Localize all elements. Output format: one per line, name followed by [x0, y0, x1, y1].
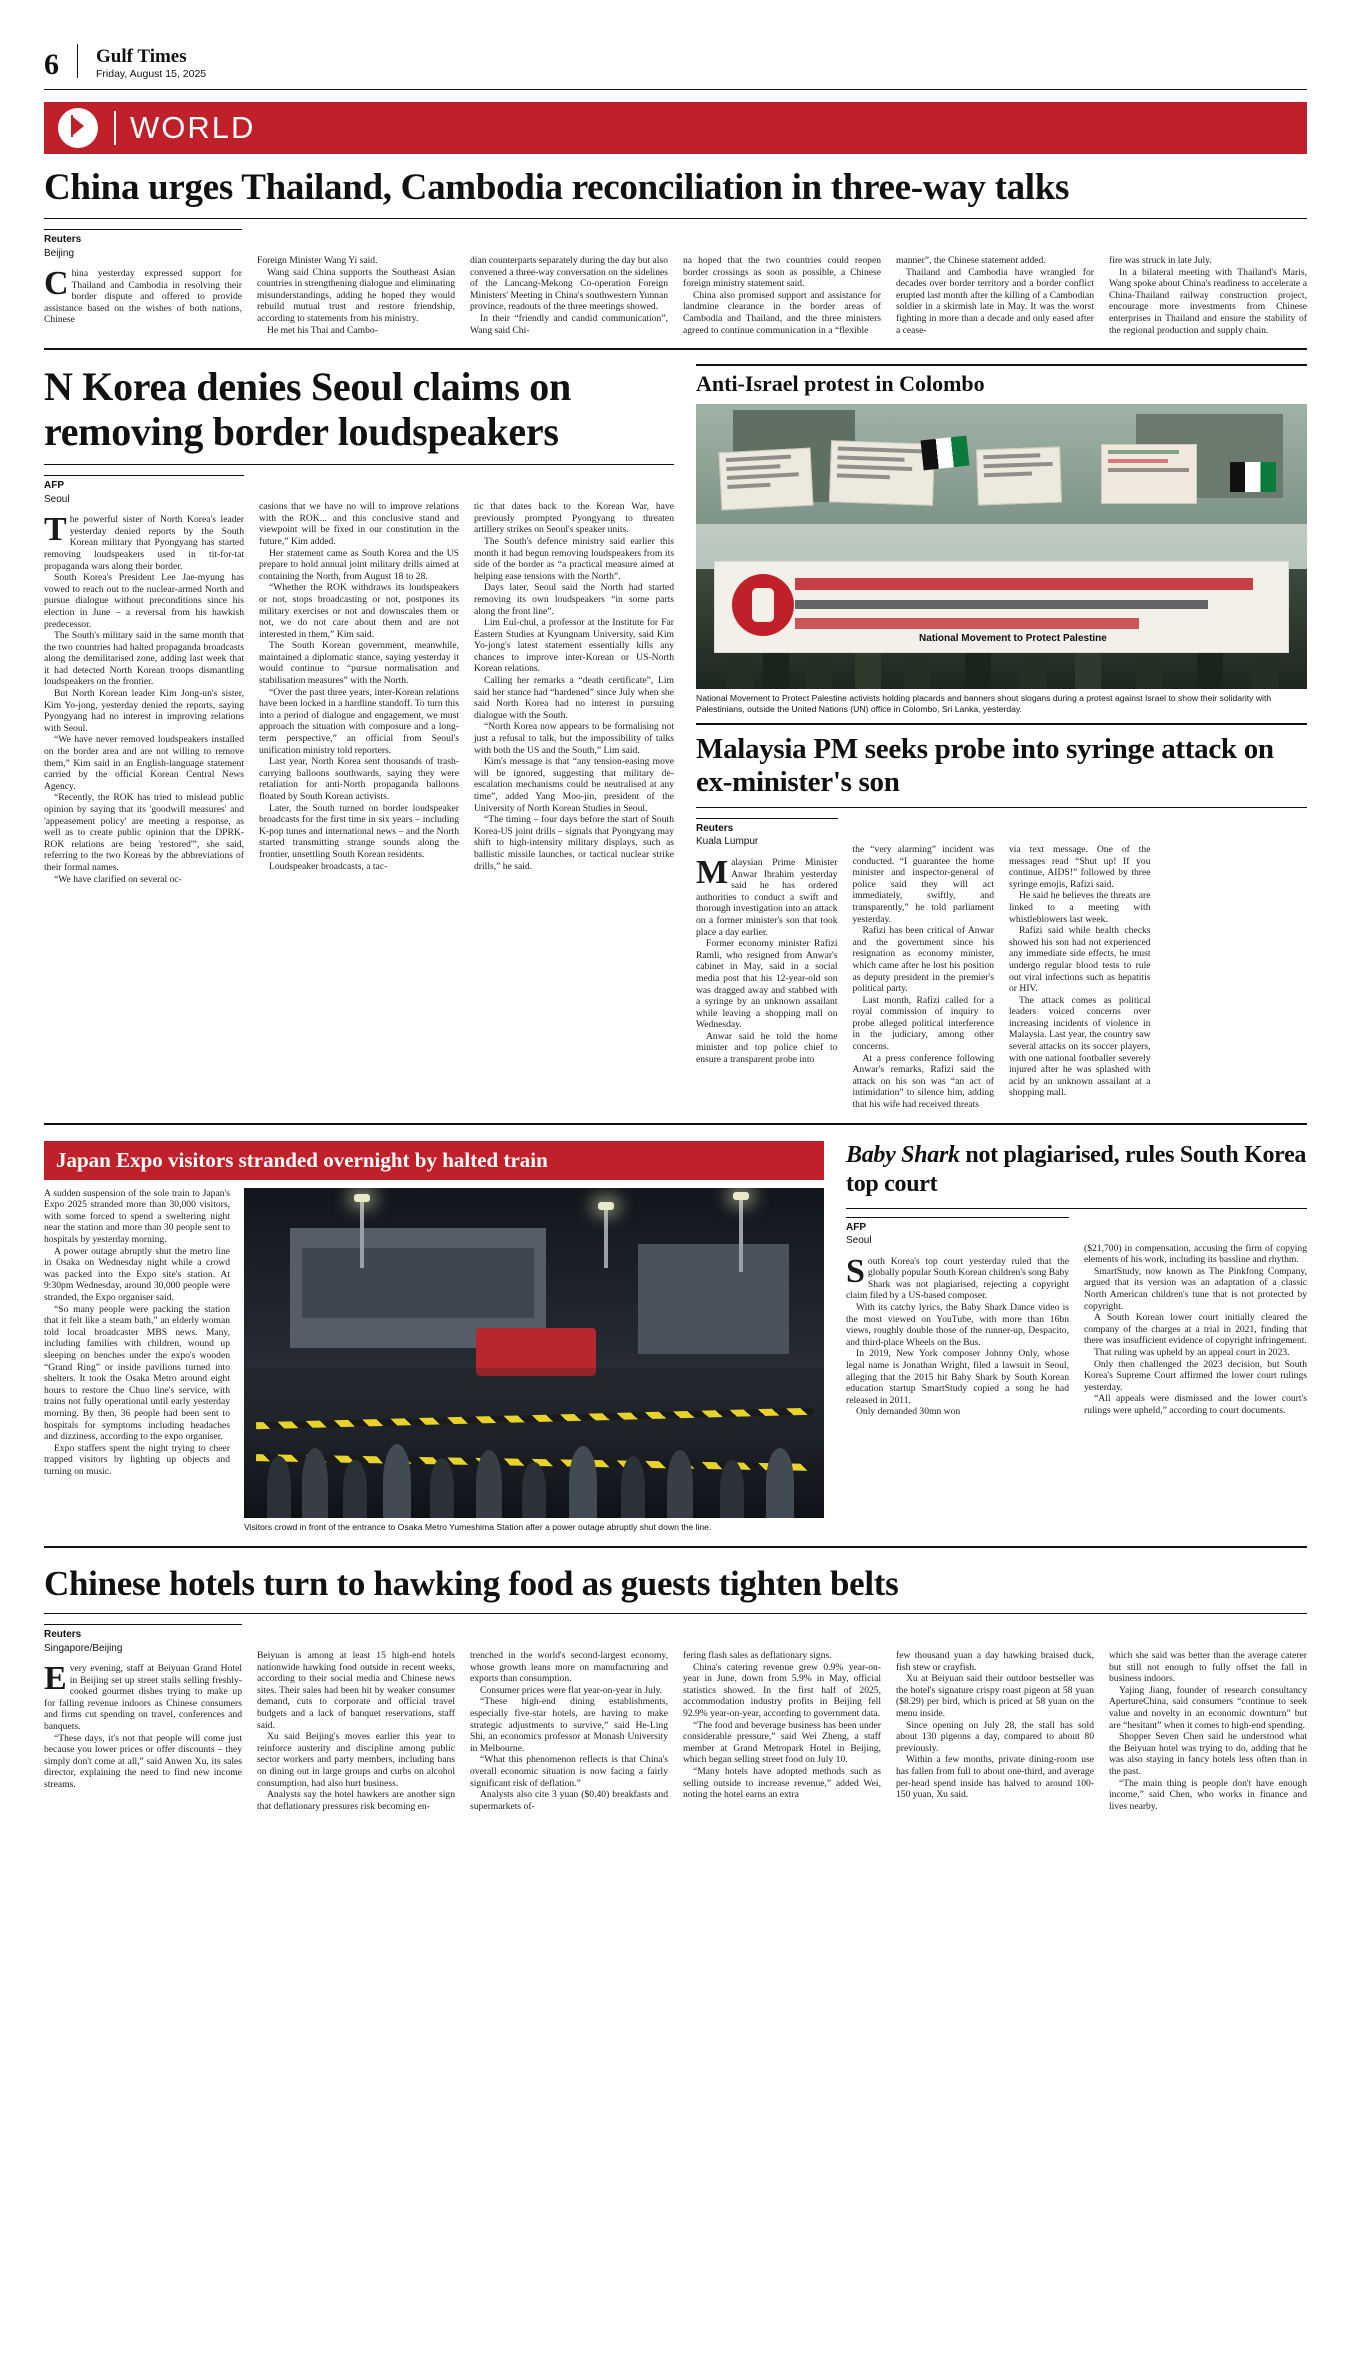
- byline-location: Beijing: [44, 247, 75, 259]
- paragraph: At a press conference following Anwar's remarks, Rafizi said the attack on his son was “an act of intimidation” to silence him, adding that his wife had received threats: [852, 1052, 994, 1111]
- paragraph: tic that dates back to the Korean War, have previously prompted Pyongyang to threaten artillery strikes on Seoul's speaker units.: [474, 501, 674, 536]
- paragraph: “The timing – four days before the start of South Korea-US joint drills – signals that Pyongyang may shift to high-intensity military displays, such as ballistic missile launches, or tactical nuclear strike drills,” he said.: [474, 814, 674, 872]
- headline: China urges Thailand, Cambodia reconciliation in three-way talks: [44, 167, 1070, 208]
- photo-caption: National Movement to Protect Palestine activists holding placards and banners shout slogans during a protest against Israel to show their solidarity with Palestinians, outside the United Nations (UN) office in Colombo, Sri Lanka, yesterday.: [696, 693, 1272, 714]
- paragraph: China also promised support and assistance for landmine clearance in the border areas of Cambodia and Thailand, and the three ministers agreed to continue communication in a “flexible: [683, 289, 881, 336]
- paragraph: ($21,700) in compensation, accusing the firm of copying elements of his work, including its bassline and rhythm.: [1084, 1242, 1307, 1266]
- paragraph: “North Korea now appears to be formalising not just a refusal to talk, but the impossibility of talks with both the US and the South,” Lim said.: [474, 721, 674, 756]
- lower-band: [44, 1141, 1307, 1532]
- paragraph: fering flash sales as deflationary signs.: [683, 1650, 832, 1662]
- paragraph: Last month, Rafizi called for a royal commission of inquiry to probe alleged political interference in the judiciary, among other concerns.: [852, 994, 994, 1053]
- photo-package-title: Anti-Israel protest in Colombo: [696, 371, 985, 397]
- column: [470, 229, 668, 336]
- column: [1109, 1624, 1307, 1812]
- column: [474, 475, 674, 885]
- section-title: WORLD: [130, 110, 256, 145]
- paragraph: Thailand and Cambodia have wrangled for decades over border territory and a border conflict erupted last month after the killing of a Cambodian soldier in a skirmish late in May. It was the worst fighting in more than a decade and only eased after a cease-: [896, 266, 1094, 336]
- right-column: [696, 364, 1307, 1110]
- article-chinese-hotels: [44, 1564, 1307, 1812]
- byline-location: Kuala Lumpur: [696, 836, 759, 848]
- paragraph: Shopper Seven Chen said he understood what the Beiyuan hotel was trying to do, adding that he was also staying in fancy hotels less often than in the past.: [1109, 1731, 1307, 1777]
- masthead-divider: [77, 44, 78, 78]
- paragraph: Her statement came as South Korea and the US prepare to hold annual joint military drills aimed at containing the North, from August 18 to 28.: [259, 547, 459, 582]
- headline: [846, 1141, 1307, 1199]
- headline-rule: [44, 218, 1307, 219]
- column: [853, 818, 995, 1111]
- article-columns: [44, 1188, 824, 1532]
- paragraph: the “very alarming” incident was conducted. “I guarantee the home minister and inspector-general of police said they will act immediately, swiftly, and transparently,” he told parliament yesterday.: [852, 843, 994, 925]
- photo-caption: Visitors crowd in front of the entrance to Osaka Metro Yumeshima Station after a power outage abruptly shut down the line.: [244, 1521, 712, 1532]
- paragraph: Kim's message is that “any tension-easing move will be ignored, suggesting that military de-escalation mechanisms could be neutralised at any time”, added Yang Moo-jin, president of the University of North Korean Studies in Seoul.: [474, 756, 674, 814]
- byline-source: AFP: [44, 480, 64, 492]
- column: [683, 229, 881, 336]
- paragraph: In 2019, New York composer Johnny Only, whose legal name is Jonathan Wright, filed a lawsuit in Seoul, alleging that the 2015 hit Baby Shark by South Korean education startup SmartStudy copied a song he had released in 2011.: [846, 1348, 1069, 1406]
- article-malaysia-syringe: [696, 733, 1307, 1111]
- column: [1084, 1217, 1307, 1418]
- article-columns: [44, 229, 1307, 336]
- photo-expo-station: [244, 1188, 824, 1518]
- headline-rule: [846, 1208, 1307, 1209]
- paragraph: Loudspeaker broadcasts, a tac-: [269, 860, 388, 872]
- paragraph: China's catering revenue grew 0.9% year-on-year in June, down from 5.9% in May, official statistics showed. In the first half of 2025, accommodation industry profits in Beijing fell 92.9% year-on-year, according to government data.: [683, 1661, 881, 1719]
- paragraph: But North Korean leader Kim Jong-un's sister, Kim Yo-jong, yesterday denied the reports, saying Pyongyang had no interest in improving relations with Seoul.: [44, 688, 244, 734]
- paragraph: “The main thing is people don't have enough income,” said Chen, who works in finance and lives nearby.: [1109, 1777, 1307, 1812]
- paragraph: na hoped that the two countries could reopen border crossings as soon as possible, a Chinese foreign ministry statement said.: [683, 255, 881, 290]
- photo-rule-top: [696, 364, 1307, 366]
- paragraph: manner”, the Chinese statement added.: [896, 255, 1046, 266]
- section-rule: [44, 1546, 1307, 1548]
- article-columns: [846, 1217, 1307, 1418]
- byline-source: Reuters: [696, 822, 734, 834]
- paragraph: Only then challenged the 2023 decision, but South Korea's Supreme Court affirmed the lower court rulings yesterday.: [1084, 1358, 1307, 1393]
- paragraph: Since opening on July 28, the stall has sold about 130 pigeons a day, compared to about 80 previously.: [896, 1719, 1094, 1754]
- paragraph: Rafizi said while health checks showed his son had not experienced any immediate side effects, he must undergo regular blood tests to rule out viral infections such as hepatitis or HIV.: [1009, 925, 1151, 995]
- article-baby-shark: [846, 1141, 1307, 1532]
- headline: Chinese hotels turn to hawking food as guests tighten belts: [44, 1564, 899, 1604]
- paragraph: Calling her remarks a “death certificate”, Lim said her stance had “hardened” since July when she said North Korea had no interest in pursuing dialogue with the South.: [474, 675, 674, 721]
- masthead-rule: [44, 89, 1307, 90]
- headline-title-italic: Baby Shark: [846, 1141, 960, 1168]
- paragraph: In a bilateral meeting with Thailand's Maris, Wang spoke about China's readiness to accelerate a China-Thailand railway construction project, encourage more investments from Chinese enterprises in Thailand and ensure the stability of the regional production and supply chain.: [1109, 266, 1307, 336]
- dhow-logo-icon: [58, 108, 98, 148]
- headline-rule: [696, 807, 1307, 808]
- column: [896, 229, 1094, 336]
- byline: [44, 475, 244, 506]
- paragraph: Later, the South turned on border loudspeaker broadcasts for the first time in six years – including K-pop tunes and international news – and the North started transmitting strange sounds along the frontier, unsettling South Korean residents.: [259, 802, 459, 860]
- paragraph: The attack comes as political leaders voiced concerns over increasing incidents of violence in Malaysia. Last year, the country saw several attacks on its soccer players, with one national footballer severely injured after he was splashed with acid by an unknown assailant at a shopping mall.: [1009, 994, 1151, 1099]
- byline: [44, 229, 242, 260]
- paragraph: In their “friendly and candid communication”, Wang said Chi-: [470, 312, 668, 336]
- article-columns: [44, 1624, 1307, 1812]
- article-japan-expo: [44, 1141, 824, 1532]
- byline-location: Singapore/Beijing: [44, 1642, 123, 1654]
- paragraph: Analysts say the hotel hawkers are another sign that deflationary pressures risk becoming en-: [257, 1789, 455, 1812]
- paragraph: Rafizi has been critical of Anwar and the government since his resignation as economy minister, which came after he lost his position as deputy president in the premier's political party.: [852, 925, 994, 995]
- byline: [846, 1217, 1069, 1248]
- headline-rule: [44, 464, 674, 465]
- paragraph: “Whether the ROK withdraws its loudspeakers or not, stops broadcasting or not, postpones its military exercises or not and downscales them or not, we do not care about them and are not interested in them,” Kim said.: [259, 582, 459, 640]
- paragraph: “Recently, the ROK has tried to mislead public opinion by saying that its 'goodwill measures' and 'appeasement policy' are meeting a response, as well as to create public opinion that the DPRK-ROK relations are being 'restored'”, she said, referring to the two Koreas by the abbreviations of their formal names.: [44, 792, 244, 873]
- paragraph: South Korea's President Lee Jae-myung has vowed to reach out to the nuclear-armed North and pursue dialogue without preconditions since his election in June – a reversal from his hawkish predecessor.: [44, 572, 244, 630]
- column: [896, 1624, 1094, 1812]
- paragraph: Wang said China supports the Southeast Asian countries in strengthening dialogue and eliminating misunderstandings, adding he hoped they would rebuild mutual trust and restore friendship, according to statements from his ministry.: [257, 266, 455, 324]
- section-rule: [44, 1123, 1307, 1125]
- paragraph: few thousand yuan a day hawking braised duck, fish stew or crayfish.: [896, 1650, 1094, 1673]
- headline: Japan Expo visitors stranded overnight by halted train: [44, 1141, 824, 1180]
- paragraph: Only demanded 30mn won: [856, 1406, 961, 1418]
- paragraph: “The food and beverage business has been under considerable pressure,” said Wei Zheng, a staff member at Grand Metropark Hotel in Beijing, which began selling street food on July 10.: [683, 1719, 881, 1766]
- paragraph: With its catchy lyrics, the Baby Shark Dance video is the most viewed on YouTube, with more than 16bn views, roughly double those of the runner-up, Despacito, and third-place Wheels on the Bus.: [846, 1302, 1069, 1348]
- paragraph: A power outage abruptly shut the metro line in Osaka on Wednesday night while a crowd was packed into the Expo site's station. At 9:30pm Wednesday, around 30,000 people were stranded, the Expo organiser said.: [44, 1245, 230, 1303]
- paragraph: Former economy minister Rafizi Ramli, who resigned from Anwar's cabinet in May, said in a social media post that his 12-year-old son was dragged away and stabbed with a syringe by an unknown assailant while leaving a shopping mall on Wednesday.: [696, 938, 838, 1031]
- page-number: 6: [44, 48, 59, 81]
- paragraph: Lim Eul-chul, a professor at the Institute for Far Eastern Studies at Kyungnam University, said Kim Yo-jong's latest statement essentially kills any chances to improve inter-Korean or US-North Korean relations.: [474, 617, 674, 675]
- paragraph: dian counterparts separately during the day but also convened a three-way conversation on the sidelines of the Lancang-Mekong Co-operation Foreign Ministers' Meeting in China's southwestern Yunnan province, readouts of the three meetings showed.: [470, 255, 668, 313]
- protest-banner-text: National Movement to Protect Palestine: [919, 633, 1107, 645]
- paragraph: Xu said Beijing's moves earlier this year to reinforce austerity and discipline among public sector workers and party members, including bans on dining out in large groups and curbs on alcohol consumption, had also hurt business.: [257, 1731, 455, 1789]
- paragraph: Consumer prices were flat year-on-year in July.: [480, 1684, 663, 1696]
- column: [1109, 229, 1307, 336]
- article-columns: [44, 475, 674, 885]
- banner-divider: [114, 111, 116, 145]
- paragraph: He met his Thai and Cambo-: [267, 324, 378, 336]
- paragraph: Beiyuan is among at least 15 high-end hotels nationwide hawking food outside in recent weeks, according to their social media and Chinese news sites. Their sales had been hit by weaker consumer demand, cuts to corporate and official travel budgets and a lack of banquet reservations, staff said.: [257, 1650, 455, 1731]
- paragraph: “What this phenomenon reflects is that China's overall economic situation is now facing a fairly significant risk of deflation.”: [470, 1754, 668, 1789]
- protest-banner: [714, 561, 1288, 653]
- paragraph: Foreign Minister Wang Yi said.: [257, 255, 378, 266]
- byline-source: AFP: [846, 1221, 866, 1233]
- paragraph: Days later, Seoul said the North had started removing its own loudspeakers “in some parts along the front line”.: [474, 582, 674, 617]
- paragraph: Every evening, staff at Beiyuan Grand Hotel in Beijing set up street stalls selling freshly-cooked gourmet dishes trying to make up for falling revenue indoors as Chinese consumers and firms cut spending on travel, conferences and banquets.: [44, 1660, 242, 1732]
- paragraph: “We have clarified on several oc-: [54, 873, 182, 885]
- paragraph: A South Korean lower court initially cleared the company of the charges at a trial in 2021, finding that there was insufficient evidence of copyright infringement.: [1084, 1312, 1307, 1347]
- paragraph: casions that we have no will to improve relations with the ROK... and this conclusive stand and viewpoint will be fixed in our constitution in the future,” Kim added.: [259, 501, 459, 547]
- byline-source: Reuters: [44, 1629, 82, 1641]
- paragraph: Xu at Beiyuan said their outdoor bestseller was the hotel's signature crispy roast pigeon at 58 yuan ($8.29) per bird, which is priced at 58 yuan on the menu inside.: [896, 1673, 1094, 1719]
- headline-rule: [44, 1613, 1307, 1614]
- column: [470, 1624, 668, 1812]
- paragraph: “All appeals were dismissed and the lower court's rulings were upheld,” according to court documents.: [1084, 1393, 1307, 1416]
- column: [683, 1624, 881, 1812]
- article-china-thailand-cambodia: [44, 168, 1307, 336]
- paragraph: The powerful sister of North Korea's leader yesterday denied reports by the South Korean military that Pyongyang has started removing loudspeakers used in tit-for-tat propaganda wars along their border.: [44, 511, 244, 572]
- column: [257, 1624, 455, 1812]
- column: [1009, 818, 1151, 1111]
- paragraph: South Korea's top court yesterday ruled that the globally popular South Korean children's song Baby Shark was not plagiarised, rejecting a copyright claim filed by a US-based composer.: [846, 1252, 1069, 1302]
- byline: [44, 1624, 242, 1655]
- paragraph: “So many people were packing the station that it felt like a steam bath,” an elderly woman told local broadcaster MBS news. Many, including families with children, wound up sleeping on benches under the expo's wooden “Grand Ring” or inside pavilions turned into shelters. It took the Osaka Metro around eight hours to restore the Chuo line's service, with trains not fully operational until early yesterday morning. By then, 36 people had been sent to hospitals for symptoms including headaches and dizziness, according to the expo organiser.: [44, 1303, 230, 1443]
- headline: N Korea denies Seoul claims on removing border loudspeakers: [44, 364, 571, 455]
- column: [1166, 818, 1308, 1111]
- paragraph: That ruling was upheld by an appeal court in 2023.: [1094, 1346, 1290, 1358]
- paragraph: Expo staffers spent the night trying to cheer trapped visitors by lighting up objects and turning on music.: [44, 1442, 230, 1477]
- paragraph: which she said was better than the average caterer but still not enough to fully offset the fall in business indoors.: [1109, 1650, 1307, 1685]
- headline: Malaysia PM seeks probe into syringe attack on ex-minister's son: [696, 732, 1274, 798]
- paragraph: SmartStudy, now known as The Pinkfong Company, argued that its version was an adaptation of a classic North American children's tune that is not protected by copyright.: [1084, 1265, 1307, 1312]
- paragraph: He said he believes the threats are linked to a meeting with whistleblowers last week.: [1009, 890, 1151, 925]
- paragraph: A sudden suspension of the sole train to Japan's Expo 2025 stranded more than 30,000 visitors, with some forced to spend a sweltering night near the station and more than 30 people sent to hospitals by yesterday morning.: [44, 1187, 230, 1245]
- paragraph: fire was struck in late July.: [1109, 255, 1212, 266]
- column: [257, 229, 455, 336]
- column: [259, 475, 459, 885]
- byline-location: Seoul: [846, 1235, 872, 1247]
- fist-icon: [732, 574, 794, 636]
- byline-source: Reuters: [44, 234, 82, 245]
- article-rule: [696, 723, 1307, 725]
- paragraph: Within a few months, private dining-room use has fallen from full to about one-third, and average per-head spend inside has halved to around 100-150 yuan, Xu said.: [896, 1754, 1094, 1801]
- paragraph: “We have never removed loudspeakers installed on the border area and are not willing to remove them,” Kim said in an English-language statement carried by the official Korean Central News Agency.: [44, 734, 244, 792]
- paragraph: Yajing Jiang, founder of research consultancy ApertureChina, said consumers “continue to seek value and novelty in an economic downturn” but are “hesitant” when it comes to high-end spending.: [1109, 1684, 1307, 1731]
- paragraph: The South's defence ministry said earlier this month it had begun removing loudspeakers from its side of the border as “a practical measure aimed at helping ease tensions with the North”.: [474, 535, 674, 582]
- section-banner: [44, 102, 1307, 154]
- column: [44, 1188, 230, 1532]
- byline-location: Seoul: [44, 493, 70, 505]
- article-columns: [696, 818, 1307, 1111]
- masthead: [44, 0, 1307, 80]
- photo-colombo-protest: [696, 404, 1307, 689]
- paragraph: Anwar said he told the home minister and top police chief to ensure a transparent probe into: [696, 1030, 838, 1066]
- paragraph: The South's military said in the same month that the two countries had halted propaganda broadcasts along the demilitarised zone, adding last week that it had detected North Korean troops dismantling loudspeakers on the frontier.: [44, 630, 244, 688]
- paragraph: Malaysian Prime Minister Anwar Ibrahim yesterday said he has ordered authorities to conduct a swift and thorough investigation into an attack on a former minister's son that took place a day earlier.: [696, 853, 838, 938]
- paper-name: Gulf Times: [96, 46, 187, 68]
- mid-band: [44, 364, 1307, 1110]
- paragraph: “These high-end dining establishments, especially five-star hotels, are having to make strategic adjustments to survive,” said He-Ling Shi, an economics professor at Monash University in Melbourne.: [470, 1696, 668, 1754]
- article-nkorea-loudspeakers: [44, 364, 674, 1110]
- paragraph: trenched in the world's second-largest economy, whose growth leans more on manufacturing and exports than consumption.: [470, 1650, 668, 1685]
- paragraph: The South Korean government, meanwhile, maintained a diplomatic stance, saying yesterday it would continue to “pursue normalisation and stabilisation measures” with the North.: [259, 640, 459, 687]
- section-rule: [44, 348, 1307, 350]
- paragraph: “These days, it's not that people will come just because you lower prices or offer discounts – they simply don't come at all,” said Anwen Xu, its sales director, explaining the need to find new income streams.: [44, 1732, 242, 1790]
- paragraph: “Over the past three years, inter-Korean relations have been locked in a hardline standoff. To turn this into a period of dialogue and engagement, we must approach the situation with composure and a long-term perspective,” an official from Seoul's unification ministry told reporters.: [259, 686, 459, 756]
- publication-date: Friday, August 15, 2025: [96, 67, 207, 80]
- paragraph: Last year, North Korea sent thousands of trash-carrying balloons southwards, saying they were retaliation for anti-North propaganda balloons floated by South Korean activists.: [259, 756, 459, 802]
- headline-rest: not plagiarised, rules South Korea top court: [846, 1141, 1307, 1197]
- byline: [696, 818, 838, 849]
- paragraph: “Many hotels have adopted methods such as selling outside to increase revenue,” added Wei, noting the hotel earns an extra: [683, 1765, 881, 1801]
- paragraph: via text message. One of the messages read “Shut up! If you continue, AIDS!” followed by three syringe emojis, Rafizi said.: [1009, 843, 1151, 890]
- paragraph: Analysts also cite 3 yuan ($0.40) breakfasts and supermarkets of-: [470, 1789, 668, 1812]
- paragraph: China yesterday expressed support for Thailand and Cambodia in resolving their border dispute and offered to provide assistance based on the wishes of both nations, Chinese: [44, 265, 242, 326]
